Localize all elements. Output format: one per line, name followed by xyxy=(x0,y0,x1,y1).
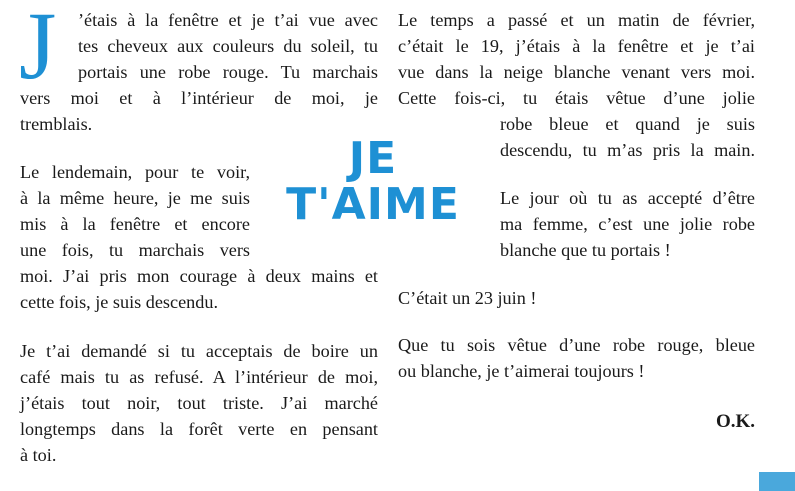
left-p1-line: vers moi et à l’intérieur de moi, je xyxy=(20,88,378,108)
right-p1-line: Le temps a passé et un matin de février, xyxy=(398,10,755,30)
right-p2-line: ma femme, c’est une jolie robe xyxy=(500,214,755,234)
signature: O.K. xyxy=(715,411,755,432)
title-line-1: JE xyxy=(348,133,398,184)
left-p1-line: tes cheveux aux couleurs du soleil, tu xyxy=(78,36,378,56)
left-p3-line: j’étais tout noir, tout triste. J’ai marché xyxy=(20,393,378,413)
left-p1-line: ’étais à la fenêtre et je t’ai vue avec xyxy=(78,10,378,30)
left-p1-line: portais une robe rouge. Tu marchais xyxy=(78,62,378,82)
right-p4-line: Que tu sois vêtue d’une robe rouge, bleue xyxy=(398,335,755,355)
left-p3-line: longtemps dans la forêt verte en pensant xyxy=(20,419,378,439)
left-p2-line: une fois, tu marchais vers xyxy=(20,240,250,260)
right-p1-line: robe bleue et quand je suis xyxy=(500,114,755,134)
left-p2-line: Le lendemain, pour te voir, xyxy=(20,162,250,182)
left-p3-line: à toi. xyxy=(20,445,57,465)
left-p2-line: mis à la fenêtre et encore xyxy=(20,214,250,234)
right-p2-line: blanche que tu portais ! xyxy=(500,240,671,260)
left-p3-line: café mais tu as refusé. A l’intérieur de moi, xyxy=(20,367,378,387)
left-p1-line: tremblais. xyxy=(20,114,93,134)
right-p1-line: Cette fois-ci, tu étais vêtue d’une jolie xyxy=(398,88,755,108)
right-p2-line: Le jour où tu as accepté d’être xyxy=(500,188,755,208)
blue-corner-strip xyxy=(759,472,795,491)
left-p3-line: Je t’ai demandé si tu acceptais de boire un xyxy=(20,341,378,361)
title-line-2: T'AIME xyxy=(286,179,460,230)
left-p2-line: à la même heure, je me suis xyxy=(20,188,250,208)
left-p2-line: moi. J’ai pris mon courage à deux mains et xyxy=(20,266,378,286)
drop-cap-letter: J xyxy=(19,0,57,99)
left-p2-line: cette fois, je suis descendu. xyxy=(20,292,218,312)
right-p1-line: descendu, tu m’as pris la main. xyxy=(500,140,755,160)
right-p1-line: vue dans la neige blanche venant vers moi. xyxy=(398,62,755,82)
right-p1-line: c’était le 19, j’étais à la fenêtre et je t’ai xyxy=(398,36,755,56)
right-p3-line: C’était un 23 juin ! xyxy=(398,288,537,308)
right-p4-line: ou blanche, je t’aimerai toujours ! xyxy=(398,361,645,381)
